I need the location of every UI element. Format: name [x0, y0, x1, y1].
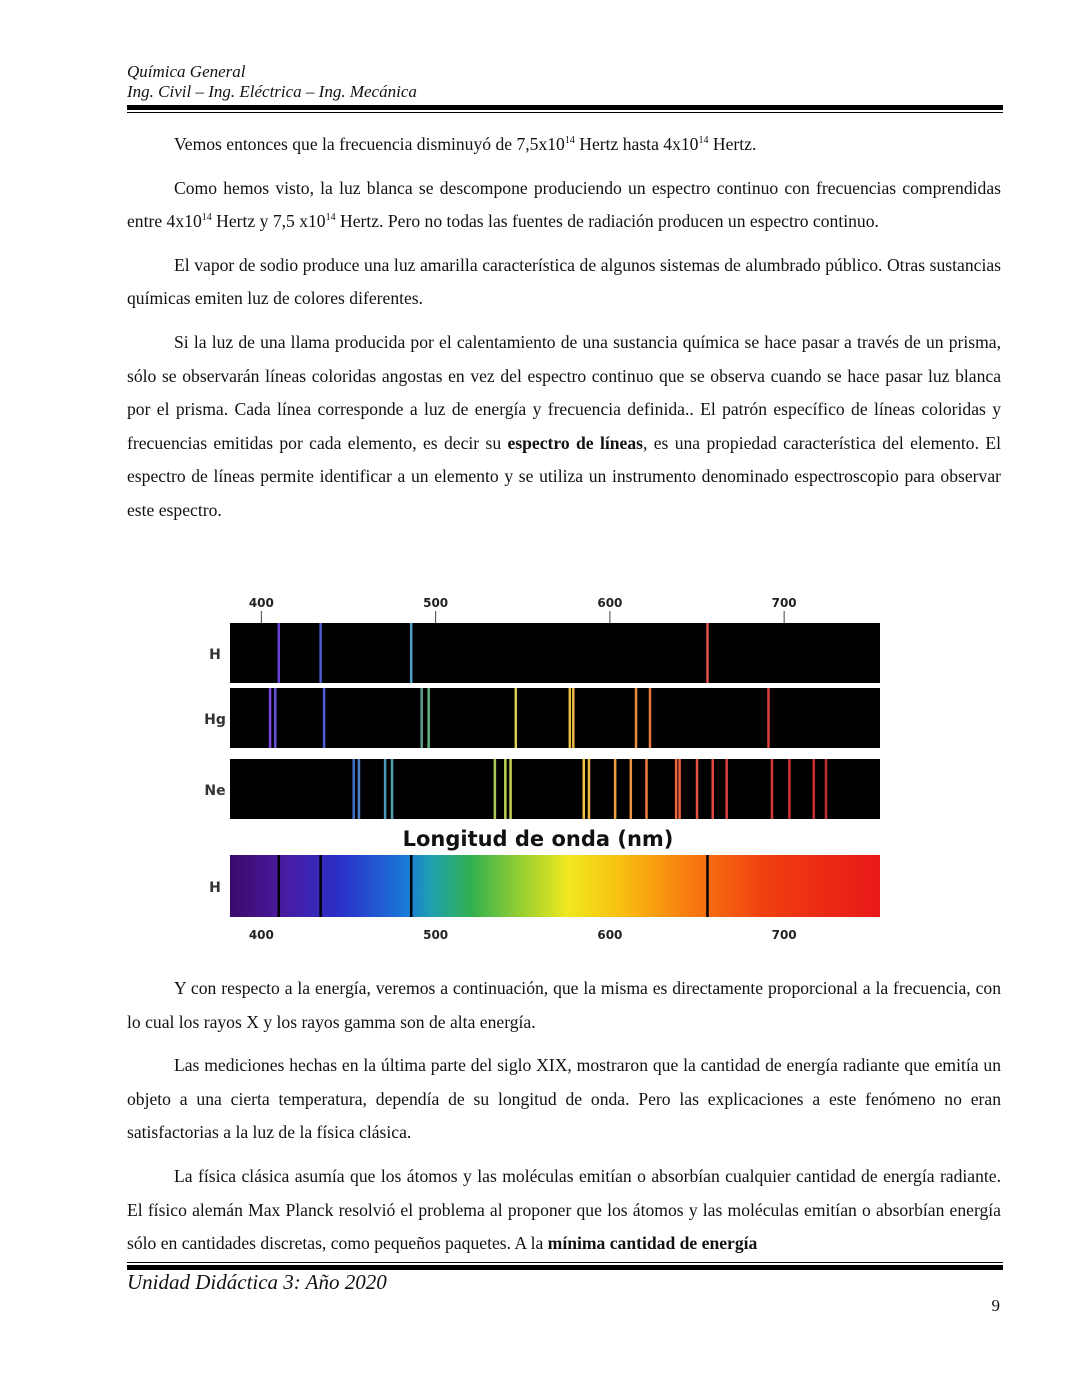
emission-line	[319, 855, 322, 917]
emission-line	[410, 623, 413, 683]
body-text-bottom	[127, 972, 1001, 1261]
footer-unit-title: Unidad Didáctica 3: Año 2020	[127, 1270, 387, 1294]
emission-line	[515, 688, 518, 748]
emission-line	[706, 855, 709, 917]
line-spectra-figure	[195, 583, 895, 953]
emission-line	[569, 688, 572, 748]
emission-line	[274, 688, 277, 748]
bottom-tick-label: 700	[771, 928, 797, 942]
header-rule-thick	[127, 105, 1003, 110]
header-rule-thin	[127, 112, 1003, 113]
spectrum-row-label: Hg	[204, 712, 226, 728]
axis-title: Longitud de onda (nm)	[402, 827, 674, 851]
header-careers: Ing. Civil – Ing. Eléctrica – Ing. Mecánica	[127, 82, 417, 101]
top-tick-label: 700	[771, 596, 797, 610]
spectrum-band	[230, 623, 880, 683]
spectrum-row-label: H	[209, 647, 221, 663]
emission-line	[269, 688, 272, 748]
header-course-title: Química General	[127, 62, 246, 81]
spectrum-band	[230, 855, 880, 917]
spectrum-row-label: H	[209, 880, 221, 896]
footer-rule-thin	[127, 1262, 1003, 1263]
emission-line	[675, 759, 678, 819]
emission-line	[711, 759, 714, 819]
emission-line	[278, 623, 281, 683]
emission-line	[725, 759, 728, 819]
emission-line	[678, 759, 681, 819]
paragraph: El vapor de sodio produce una luz amarilla característica de algunos sistemas de alumbrado público. Otras sustancias químicas emiten luz de colores diferentes.	[127, 254, 1001, 309]
emission-line	[583, 759, 586, 819]
emission-line	[358, 759, 361, 819]
paragraph: La física clásica asumía que los átomos y las moléculas emitían o absorbían cualquier cantidad de energía radiante. El físico alemán Max Planck resolvió el problema al proponer que los átomos y las moléculas emitían o absorbían energía sólo en cantidades discretas, como pequeños paquetes. A la mínima cantidad de energía	[127, 1165, 1001, 1254]
emission-line	[352, 759, 355, 819]
emission-line	[788, 759, 791, 819]
paragraph: Y con respecto a la energía, veremos a continuación, que la misma es directamente proporcional a la frecuencia, con lo cual los rayos X y los rayos gamma son de alta energía.	[127, 978, 1001, 1032]
paragraph: Vemos entonces que la frecuencia disminuyó de $7,5x10^{14}$ Hertz hasta $4x10^{14}$ Hertz.	[174, 134, 757, 154]
emission-line	[323, 688, 326, 748]
emission-line	[771, 759, 774, 819]
emission-line	[630, 759, 633, 819]
running-header	[127, 62, 1003, 102]
emission-line	[494, 759, 497, 819]
emission-line	[696, 759, 699, 819]
emission-line	[825, 759, 828, 819]
emission-line	[649, 688, 652, 748]
emission-line	[706, 623, 709, 683]
spectrum-row-label: Ne	[204, 783, 226, 799]
bottom-tick-label: 600	[597, 928, 623, 942]
emission-line	[420, 688, 423, 748]
emission-line	[509, 759, 512, 819]
top-tick-label: 500	[423, 596, 449, 610]
emission-line	[614, 759, 617, 819]
spectrum-band	[230, 688, 880, 748]
emission-line	[504, 759, 507, 819]
emission-line	[319, 623, 322, 683]
bottom-tick-label: 500	[423, 928, 449, 942]
page-number: 9	[991, 1296, 1000, 1315]
emission-line	[588, 759, 591, 819]
top-tick-label: 400	[248, 596, 274, 610]
paragraph: Las mediciones hechas en la última parte del siglo XIX, mostraron que la cantidad de energía radiante que emitía un objeto a una cierta temperatura, dependía de su longitud de onda. Pero las explicaciones a este fenómeno no eran satisfactorias a la luz de la física clásica.	[127, 1055, 1001, 1143]
emission-line	[635, 688, 638, 748]
emission-line	[572, 688, 575, 748]
body-text-top	[127, 128, 1001, 528]
emission-line	[384, 759, 387, 819]
paragraph: Como hemos visto, la luz blanca se descompone produciendo un espectro continuo con frecuencias comprendidas entre $4x10^{14}$ Hertz y 7,5 $x10^{14}$ Hertz. Pero no todas las fuentes de radiación producen un espectro continuo.	[127, 177, 1001, 232]
bottom-tick-label: 400	[248, 928, 274, 942]
spectrum-band	[230, 759, 880, 819]
emission-line	[427, 688, 430, 748]
emission-line	[278, 855, 281, 917]
emission-line	[391, 759, 394, 819]
paragraph: Si la luz de una llama producida por el calentamiento de una sustancia química se hace pasar a través de un prisma, sólo se observarán líneas coloridas angostas en vez del espectro continuo que se observa cuando se hace pasar luz blanca por el prisma. Cada línea corresponde a luz de energía y frecuencia definida.. El patrón específico de líneas coloridas y frecuencias emitidas por cada elemento, es decir su espectro de líneas, es una propiedad característica del elemento. El espectro de líneas permite identificar a un elemento y se utiliza un instrumento denominado espectroscopio para observar este espectro.	[127, 331, 1001, 520]
emission-line	[767, 688, 770, 748]
top-tick-label: 600	[597, 596, 623, 610]
emission-line	[645, 759, 648, 819]
emission-line	[410, 855, 413, 917]
emission-line	[813, 759, 816, 819]
